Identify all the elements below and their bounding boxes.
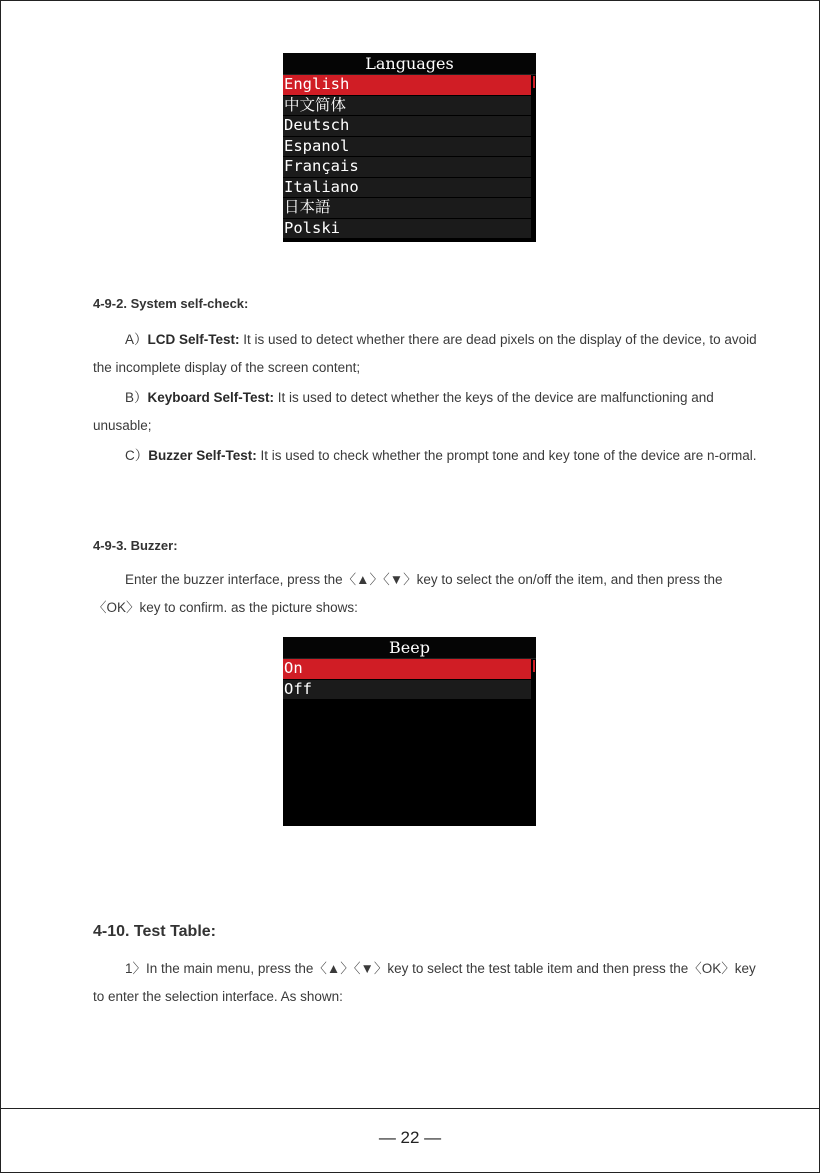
heading-system-self-check: 4-9-2. System self-check: xyxy=(93,296,249,311)
paragraph-keyboard-self-test xyxy=(93,384,761,440)
language-item-japanese[interactable]: 日本語 xyxy=(283,198,531,218)
keyboard-self-test-title: Keyboard Self-Test: xyxy=(147,390,275,405)
languages-screen xyxy=(283,53,536,242)
language-item-polski[interactable]: Polski xyxy=(283,219,531,239)
lcd-self-test-text: It is used to detect whether there are dead pixels on the display of the device, to avoid the incomplete display of the screen content; xyxy=(93,332,757,375)
beep-scrollbar[interactable] xyxy=(533,660,535,672)
beep-screen-title: Beep xyxy=(283,637,536,659)
lcd-self-test-title: LCD Self-Test: xyxy=(147,332,240,347)
heading-test-table: 4-10. Test Table: xyxy=(93,923,216,940)
buzzer-self-test-text: It is used to check whether the prompt tone and key tone of the device are n-ormal. xyxy=(256,448,757,463)
heading-buzzer: 4-9-3. Buzzer: xyxy=(93,538,178,553)
paragraph-lcd-self-test xyxy=(93,326,761,382)
paragraph-test-table xyxy=(93,955,761,1011)
language-item-francais[interactable]: Français xyxy=(283,157,531,177)
language-item-deutsch[interactable]: Deutsch xyxy=(283,116,531,136)
languages-scrollbar[interactable] xyxy=(533,76,535,88)
paragraph-buzzer xyxy=(93,566,761,622)
language-item-chinese[interactable]: 中文简体 xyxy=(283,96,531,116)
language-item-italiano[interactable]: Italiano xyxy=(283,178,531,198)
paragraph-buzzer-self-test xyxy=(93,442,761,470)
buzzer-self-test-title: Buzzer Self-Test: xyxy=(148,448,257,463)
marker-a: A） xyxy=(125,332,148,347)
keyboard-self-test-text: It is used to detect whether the keys of the device are malfunctioning and unusable; xyxy=(93,390,714,433)
beep-screen xyxy=(283,637,536,826)
page-number: — 22 — xyxy=(378,1128,442,1147)
buzzer-instructions: Enter the buzzer interface, press the〈▲〉〈▼〉key to select the on/off the item, and then press the〈OK〉key to confirm. as the picture shows: xyxy=(93,572,723,615)
language-item-english[interactable]: English xyxy=(283,75,531,95)
marker-c: C） xyxy=(125,448,149,463)
test-table-instructions: 1〉In the main menu, press the〈▲〉〈▼〉key to select the test table item and then press the〈OK〉key to enter the selection interface. As shown: xyxy=(93,961,756,1004)
beep-item-off[interactable]: Off xyxy=(283,680,531,700)
beep-item-on[interactable]: On xyxy=(283,659,531,679)
languages-screen-title: Languages xyxy=(283,53,536,75)
marker-b: B） xyxy=(125,390,148,405)
footer-rule xyxy=(1,1108,819,1109)
language-item-espanol[interactable]: Espanol xyxy=(283,137,531,157)
